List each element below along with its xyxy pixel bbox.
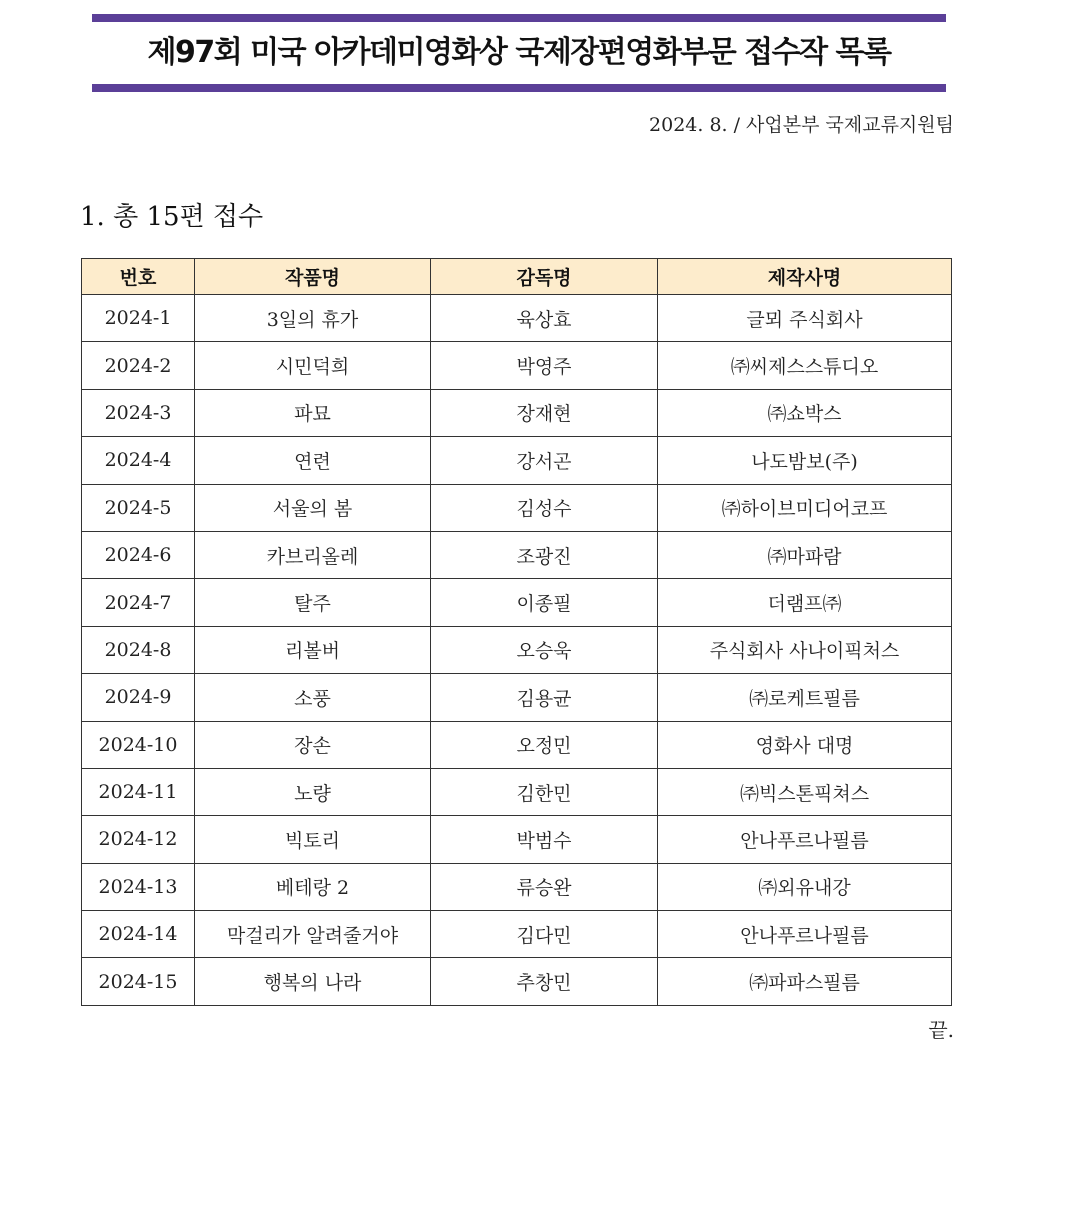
- cell-director: 김용균: [431, 674, 658, 721]
- cell-number: 2024-6: [82, 531, 195, 578]
- table-row: [82, 579, 952, 626]
- cell-number: 2024-8: [82, 626, 195, 673]
- cell-production-company: 안나푸르나필름: [658, 816, 952, 863]
- table-row: [82, 389, 952, 436]
- document-title: 제97회 미국 아카데미영화상 국제장편영화부문 접수작 목록: [147, 35, 891, 70]
- table-row: [82, 342, 952, 389]
- table-row: [82, 911, 952, 958]
- cell-number: 2024-1: [82, 295, 195, 342]
- document-date-department: 2024. 8. / 사업본부 국제교류지원팀: [649, 114, 954, 136]
- cell-number: 2024-13: [82, 863, 195, 910]
- cell-director: 육상효: [431, 295, 658, 342]
- column-header-title: 작품명: [195, 259, 431, 295]
- table-row: [82, 768, 952, 815]
- submissions-table: [81, 258, 952, 1006]
- cell-production-company: 글뫼 주식회사: [658, 295, 952, 342]
- cell-production-company: 더램프㈜: [658, 579, 952, 626]
- cell-director: 이종필: [431, 579, 658, 626]
- cell-production-company: ㈜씨제스스튜디오: [658, 342, 952, 389]
- cell-production-company: ㈜파파스필름: [658, 958, 952, 1005]
- title-top-rule: [92, 14, 946, 22]
- cell-director: 오정민: [431, 721, 658, 768]
- section-heading: 1. 총 15편 접수: [80, 202, 264, 232]
- cell-production-company: 나도밤보(주): [658, 437, 952, 484]
- cell-film-title: 파묘: [195, 389, 431, 436]
- cell-production-company: ㈜하이브미디어코프: [658, 484, 952, 531]
- table-row: [82, 863, 952, 910]
- cell-director: 추창민: [431, 958, 658, 1005]
- cell-director: 박범수: [431, 816, 658, 863]
- cell-production-company: ㈜로케트필름: [658, 674, 952, 721]
- cell-film-title: 노량: [195, 768, 431, 815]
- cell-number: 2024-4: [82, 437, 195, 484]
- table-row: [82, 484, 952, 531]
- cell-director: 조광진: [431, 531, 658, 578]
- end-mark: 끝.: [928, 1018, 954, 1042]
- cell-film-title: 빅토리: [195, 816, 431, 863]
- cell-director: 장재현: [431, 389, 658, 436]
- table-header-row: [82, 259, 952, 295]
- cell-number: 2024-2: [82, 342, 195, 389]
- cell-production-company: ㈜빅스톤픽쳐스: [658, 768, 952, 815]
- cell-film-title: 연련: [195, 437, 431, 484]
- cell-film-title: 행복의 나라: [195, 958, 431, 1005]
- cell-director: 오승욱: [431, 626, 658, 673]
- table-row: [82, 721, 952, 768]
- cell-film-title: 소풍: [195, 674, 431, 721]
- cell-director: 강서곤: [431, 437, 658, 484]
- table-row: [82, 295, 952, 342]
- table-row: [82, 437, 952, 484]
- cell-number: 2024-9: [82, 674, 195, 721]
- table-row: [82, 626, 952, 673]
- cell-director: 류승완: [431, 863, 658, 910]
- cell-production-company: ㈜마파람: [658, 531, 952, 578]
- table-body: [82, 295, 952, 1006]
- cell-number: 2024-15: [82, 958, 195, 1005]
- cell-production-company: 주식회사 사나이픽처스: [658, 626, 952, 673]
- cell-number: 2024-5: [82, 484, 195, 531]
- cell-production-company: 안나푸르나필름: [658, 911, 952, 958]
- cell-film-title: 베테랑 2: [195, 863, 431, 910]
- column-header-director: 감독명: [431, 259, 658, 295]
- cell-film-title: 막걸리가 알려줄거야: [195, 911, 431, 958]
- cell-film-title: 시민덕희: [195, 342, 431, 389]
- cell-film-title: 장손: [195, 721, 431, 768]
- cell-director: 박영주: [431, 342, 658, 389]
- cell-director: 김한민: [431, 768, 658, 815]
- cell-number: 2024-11: [82, 768, 195, 815]
- cell-production-company: ㈜쇼박스: [658, 389, 952, 436]
- cell-number: 2024-3: [82, 389, 195, 436]
- cell-film-title: 3일의 휴가: [195, 295, 431, 342]
- cell-director: 김성수: [431, 484, 658, 531]
- cell-film-title: 탈주: [195, 579, 431, 626]
- column-header-company: 제작사명: [658, 259, 952, 295]
- cell-number: 2024-12: [82, 816, 195, 863]
- cell-number: 2024-14: [82, 911, 195, 958]
- table-row: [82, 674, 952, 721]
- title-bottom-rule: [92, 84, 946, 92]
- cell-number: 2024-7: [82, 579, 195, 626]
- column-header-number: 번호: [82, 259, 195, 295]
- cell-film-title: 서울의 봄: [195, 484, 431, 531]
- cell-production-company: ㈜외유내강: [658, 863, 952, 910]
- cell-film-title: 리볼버: [195, 626, 431, 673]
- table-row: [82, 531, 952, 578]
- cell-film-title: 카브리올레: [195, 531, 431, 578]
- cell-number: 2024-10: [82, 721, 195, 768]
- cell-production-company: 영화사 대명: [658, 721, 952, 768]
- cell-director: 김다민: [431, 911, 658, 958]
- table-row: [82, 816, 952, 863]
- table-row: [82, 958, 952, 1005]
